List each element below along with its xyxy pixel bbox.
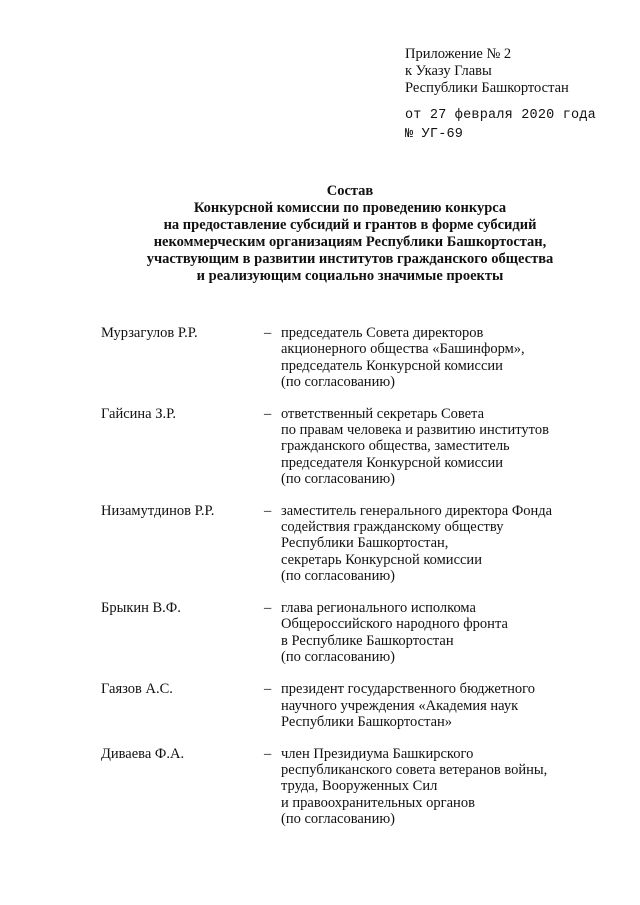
member-entry xyxy=(101,325,621,391)
member-dash: – xyxy=(264,502,272,519)
member-role-line: президент государственного бюджетного xyxy=(281,681,535,698)
member-dash: – xyxy=(264,325,272,341)
title-line: Состав xyxy=(326,183,374,199)
appendix-line: Приложение № 2 xyxy=(405,46,512,62)
member-role-line: председатель Совета директоров xyxy=(281,325,484,341)
member-role xyxy=(280,746,601,828)
member-name: Низамутдинов Р.Р. xyxy=(101,502,215,519)
member-dash: – xyxy=(264,681,272,698)
member-role-line: (по согласованию) xyxy=(281,648,395,665)
member-role-line: (по согласованию) xyxy=(281,374,395,391)
member-role-line: и правоохранительных органов xyxy=(281,794,475,811)
member-role-line: по правам человека и развитию институтов xyxy=(281,422,549,439)
member-dash: – xyxy=(264,405,272,422)
member-entry xyxy=(101,406,621,488)
member-role-line: председателя Конкурсной комиссии xyxy=(281,454,503,471)
appendix-line: к Указу Главы xyxy=(405,63,492,79)
member-name: Брыкин В.Ф. xyxy=(101,599,181,616)
appendix-header xyxy=(405,46,569,97)
title-line: и реализующим социально значимые проекты xyxy=(196,268,504,284)
member-role xyxy=(280,503,601,585)
member-entry xyxy=(101,746,621,828)
member-role-line: секретарь Конкурсной комиссии xyxy=(281,551,482,568)
member-role-line: Общероссийского народного фронта xyxy=(281,616,508,633)
member-dash: – xyxy=(264,599,272,616)
member-role-line: (по согласованию) xyxy=(281,568,395,585)
member-entry xyxy=(101,503,621,585)
member-name: Мурзагулов Р.Р. xyxy=(101,325,198,341)
commission-members-list xyxy=(101,310,621,828)
member-dash: – xyxy=(264,745,272,762)
member-name: Диваева Ф.А. xyxy=(101,745,185,762)
title-line: на предоставление субсидий и грантов в форме субсидий xyxy=(163,217,537,233)
decree-number: № УГ-69 xyxy=(405,127,464,142)
member-role-line: научного учреждения «Академия наук xyxy=(281,697,519,714)
member-role xyxy=(280,681,601,730)
title-line: участвующим в развитии институтов гражданского общества xyxy=(146,251,554,267)
member-role-line: в Республике Башкортостан xyxy=(281,632,454,649)
member-role-line: член Президиума Башкирского xyxy=(281,745,474,762)
member-name: Гайсина З.Р. xyxy=(101,405,176,422)
member-role-line: акционерного общества «Башинформ», xyxy=(281,341,525,358)
member-entry xyxy=(101,600,621,666)
member-role-line: Республики Башкортостан» xyxy=(281,714,453,731)
member-role-line: гражданского общества, заместитель xyxy=(281,438,510,455)
title-line: Конкурсной комиссии по проведению конкурса xyxy=(193,200,507,216)
document-title xyxy=(70,183,630,285)
appendix-line: Республики Башкортостан xyxy=(405,80,569,96)
member-role xyxy=(280,325,601,391)
member-entry xyxy=(101,681,621,730)
member-role-line: ответственный секретарь Совета xyxy=(281,405,485,422)
member-role-line: глава регионального исполкома xyxy=(281,599,476,616)
member-role xyxy=(280,600,601,666)
decree-stamp xyxy=(405,106,596,144)
member-role-line: (по согласованию) xyxy=(281,811,395,828)
member-role-line: Республики Башкортостан, xyxy=(281,535,449,552)
decree-date: от 27 февраля 2020 года xyxy=(405,108,596,123)
member-role-line: заместитель генерального директора Фонда xyxy=(281,502,553,519)
member-role-line: республиканского совета ветеранов войны, xyxy=(281,761,548,778)
member-role-line: (по согласованию) xyxy=(281,471,395,488)
member-role-line: труда, Вооруженных Сил xyxy=(281,778,438,795)
member-role-line: содействия гражданскому обществу xyxy=(281,519,504,536)
title-line: некоммерческим организациям Республики Башкортостан, xyxy=(153,234,547,250)
member-role xyxy=(280,406,601,488)
member-name: Гаязов А.С. xyxy=(101,681,173,698)
member-role-line: председатель Конкурсной комиссии xyxy=(281,357,503,374)
